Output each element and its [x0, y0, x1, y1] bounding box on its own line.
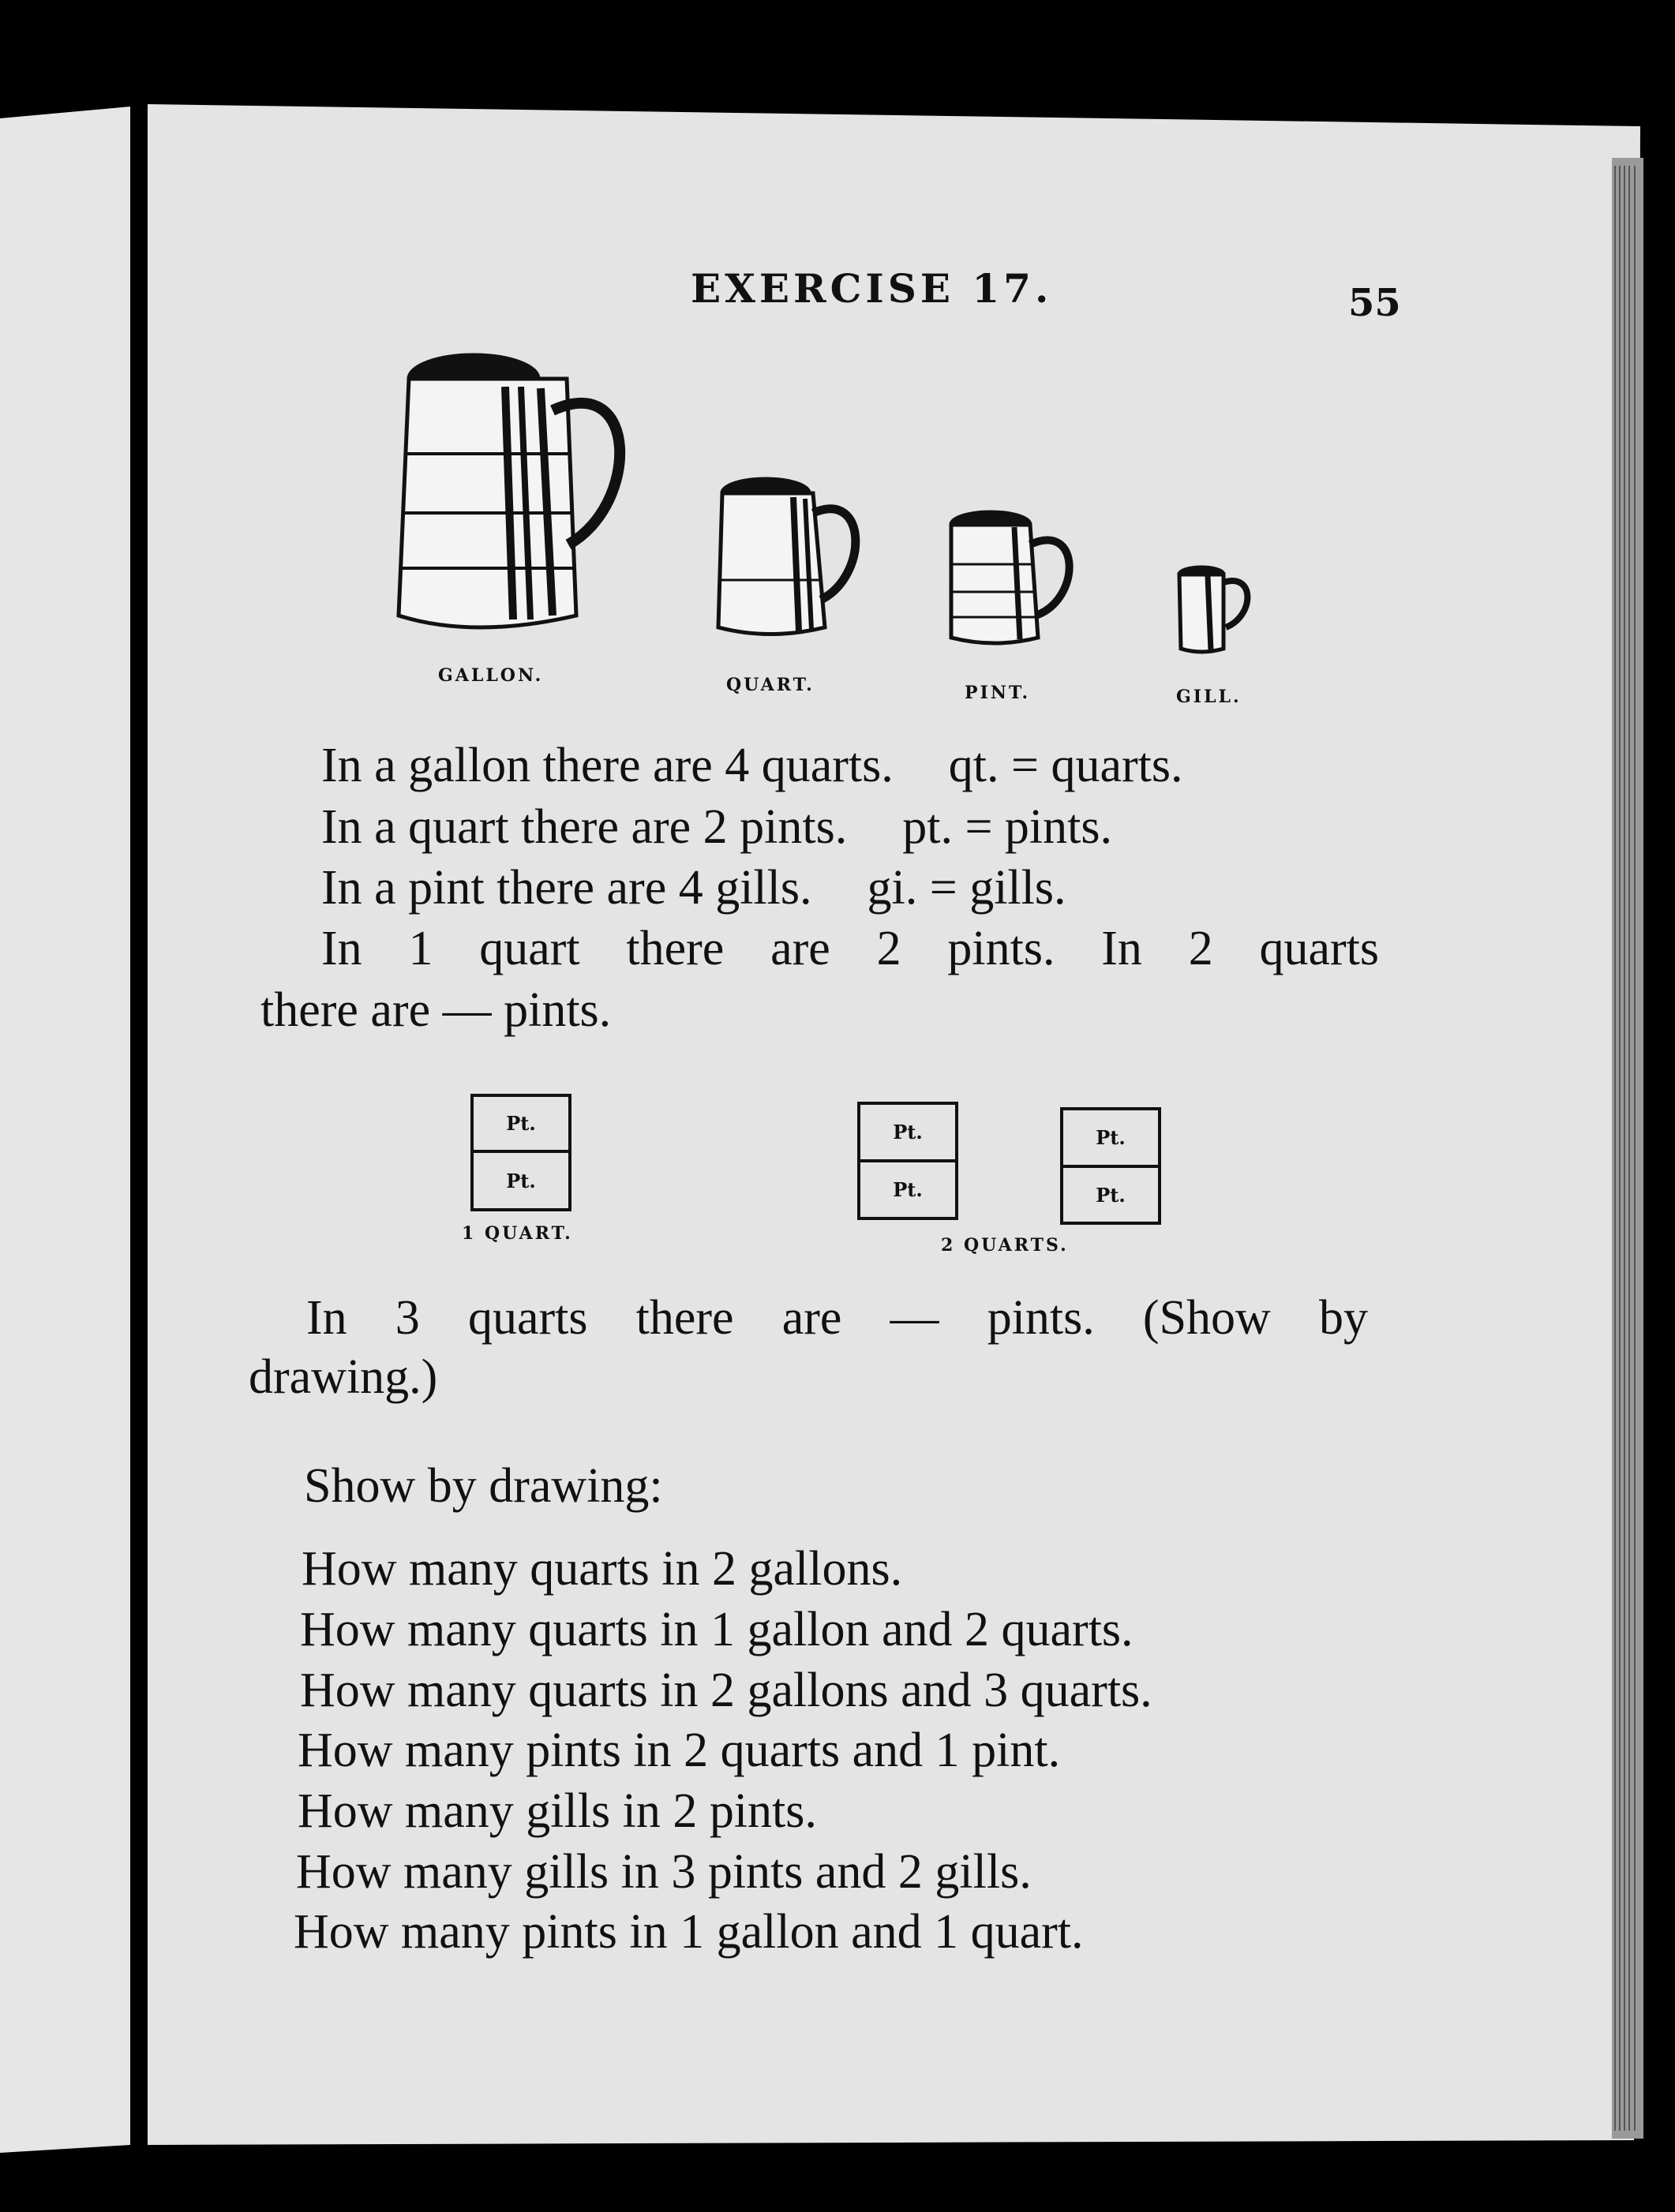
drawing-heading: Show by drawing: [304, 1459, 663, 1513]
exercise-title: EXERCISE 17. [691, 265, 1053, 312]
question-1-line-2: there are — pints. [260, 983, 612, 1037]
fact-sentence: In a pint there are 4 gills. [321, 861, 812, 915]
drawing-question: How many gills in 3 pints and 2 gills. [296, 1845, 1032, 1899]
box-label-pint: Pt. [506, 1169, 536, 1192]
caption-gallon: GALLON. [438, 665, 544, 686]
drawing-question: How many quarts in 1 gallon and 2 quarts. [300, 1603, 1134, 1656]
caption-quart: QUART. [726, 675, 815, 695]
fact-gallon [321, 738, 1182, 794]
box-label-pint: Pt. [506, 1112, 536, 1135]
caption-pint: PINT. [965, 683, 1031, 703]
box-label-pint: Pt. [1096, 1183, 1126, 1207]
fact-abbreviation: gi. = gills. [867, 861, 1066, 915]
fact-sentence: In a gallon there are 4 quarts. [321, 739, 894, 792]
drawing-question: How many pints in 1 gallon and 1 quart. [294, 1905, 1084, 1959]
drawing-question: How many quarts in 2 gallons. [302, 1542, 903, 1596]
page-edge-stripes [1612, 158, 1643, 2139]
fact-sentence: In a quart there are 2 pints. [321, 800, 848, 854]
page-number: 55 [1348, 281, 1401, 325]
fact-abbreviation: qt. = quarts. [948, 739, 1183, 792]
page-gutter [130, 103, 148, 2150]
box-label-pint: Pt. [893, 1178, 923, 1201]
box-label-pint: Pt. [893, 1121, 923, 1143]
drawing-question: How many quarts in 2 gallons and 3 quarts. [300, 1664, 1152, 1717]
drawing-question: How many pints in 2 quarts and 1 pint. [298, 1724, 1061, 1777]
fact-quart [321, 799, 1112, 855]
drawing-question: How many gills in 2 pints. [298, 1784, 817, 1838]
question-2-line-2: drawing.) [249, 1350, 438, 1404]
question-2-line-1: In 3 quarts there are — pints. (Show by [306, 1291, 1368, 1345]
caption-gill: GILL. [1176, 687, 1242, 707]
left-page [0, 107, 130, 2153]
caption-two-quarts: 2 QUARTS. [941, 1235, 1069, 1256]
box-label-pint: Pt. [1096, 1126, 1126, 1149]
question-1-line-1: In 1 quart there are 2 pints. In 2 quarts [321, 922, 1379, 975]
fact-pint [321, 860, 1066, 916]
caption-one-quart: 1 QUART. [462, 1223, 573, 1244]
fact-abbreviation: pt. = pints. [902, 800, 1113, 854]
